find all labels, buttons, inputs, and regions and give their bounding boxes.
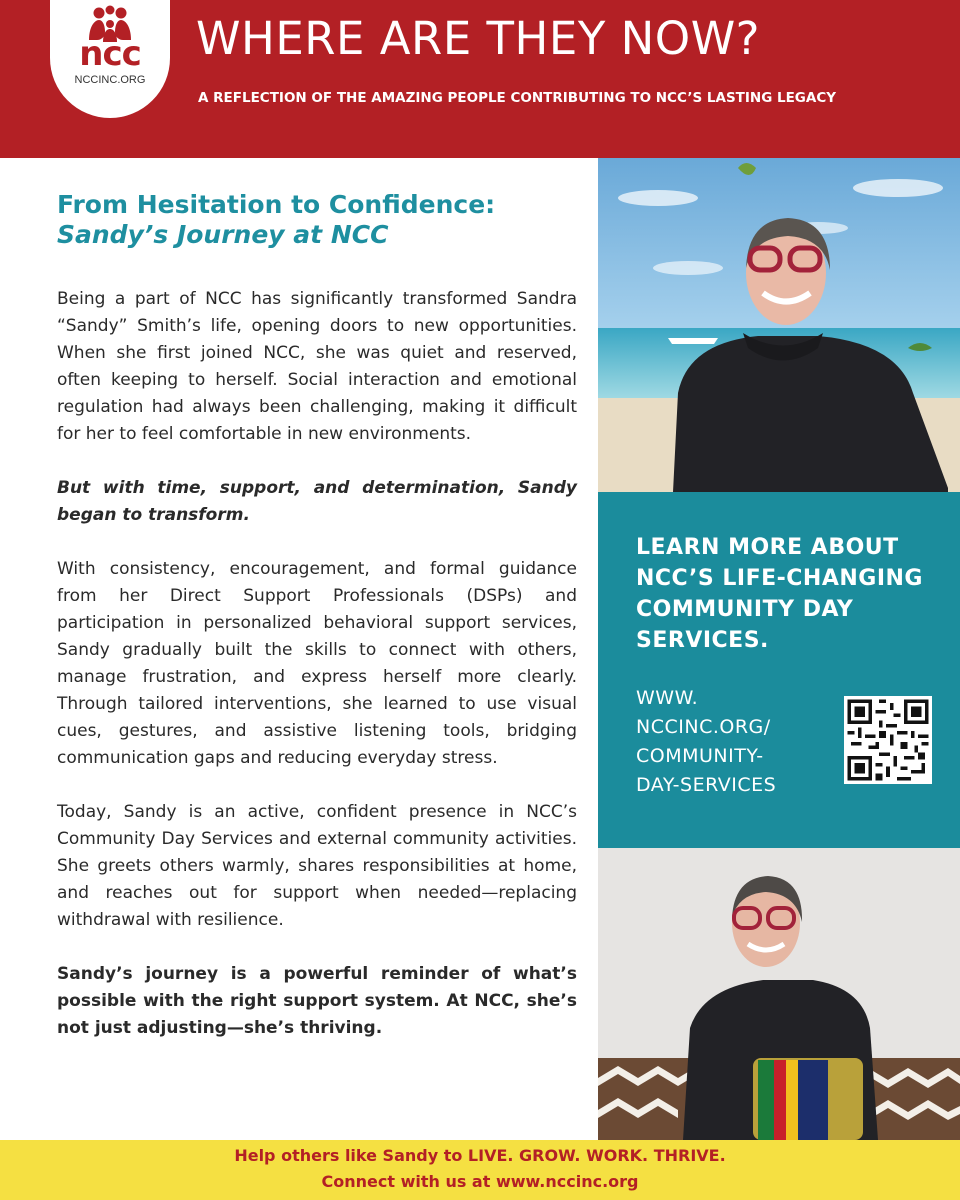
- article-title-sub: Sandy’s Journey at NCC: [57, 220, 389, 249]
- article-title: [57, 190, 557, 250]
- paragraph-intro: Being a part of NCC has significantly transformed Sandra “Sandy” Smith’s life, opening doors to new opportunities. When she first joined NCC, she was quiet and reserved, often keeping to herself. Social interaction and emotional regulation had always been challenging, making it difficult for her to feel comfortable in new environments.: [57, 289, 577, 444]
- cta-url-line: NCCINC.ORG/: [636, 716, 771, 738]
- cta-url-link[interactable]: [636, 684, 836, 800]
- cta-url-line: DAY-SERVICES: [636, 774, 777, 796]
- cta-url-line: COMMUNITY-: [636, 745, 764, 767]
- logo-wordmark: ncc: [79, 34, 141, 74]
- photo-illustration: [598, 158, 960, 492]
- photo-illustration: [598, 848, 960, 1140]
- article-title-main: From Hesitation to Confidence:: [57, 190, 496, 219]
- paragraph-closing: Sandy’s journey is a powerful reminder of what’s possible with the right support system. At NCC, she’s not just adjusting—she’s thriving.: [57, 964, 577, 1038]
- footer-banner: [0, 1140, 960, 1200]
- cta-panel: [598, 492, 960, 848]
- qr-code-icon[interactable]: [844, 696, 932, 784]
- page-title: WHERE ARE THEY NOW?: [196, 12, 761, 65]
- page-subtitle: A REFLECTION OF THE AMAZING PEOPLE CONTRIBUTING TO NCC’S LASTING LEGACY: [198, 90, 837, 106]
- cta-heading: LEARN MORE ABOUT NCC’S LIFE-CHANGING COMMUNITY DAY SERVICES.: [636, 535, 923, 653]
- cta-url-line: WWW.: [636, 687, 699, 709]
- ncc-logo[interactable]: [50, 0, 170, 118]
- footer-tagline: Help others like Sandy to LIVE. GROW. WORK. THRIVE.: [234, 1146, 726, 1165]
- qr-code-graphic: [844, 696, 932, 784]
- header-banner: [0, 0, 960, 158]
- paragraph-transform: But with time, support, and determination, Sandy began to transform.: [57, 478, 577, 525]
- article-body: [57, 286, 577, 1069]
- footer-connect-link[interactable]: Connect with us at www.nccinc.org: [321, 1172, 639, 1191]
- paragraph-today: Today, Sandy is an active, confident presence in NCC’s Community Day Services and external community activities. She greets others warmly, shares responsibilities at home, and reaches out for support when needed—replacing withdrawal with resilience.: [57, 802, 577, 930]
- photo-sandy-beach-backdrop: [598, 158, 960, 492]
- photo-sandy-holding-pouch: [598, 848, 960, 1140]
- logo-url: NCCINC.ORG: [74, 74, 146, 86]
- paragraph-guidance: With consistency, encouragement, and formal guidance from her Direct Support Professionals (DSPs) and participation in personalized behavioral support services, Sandy gradually built the skills to connect with others, manage frustration, and express herself more clearly. Through tailored interventions, she learned to use visual cues, gestures, and assistive listening tools, bridging communication gaps and reducing everyday stress.: [57, 559, 577, 768]
